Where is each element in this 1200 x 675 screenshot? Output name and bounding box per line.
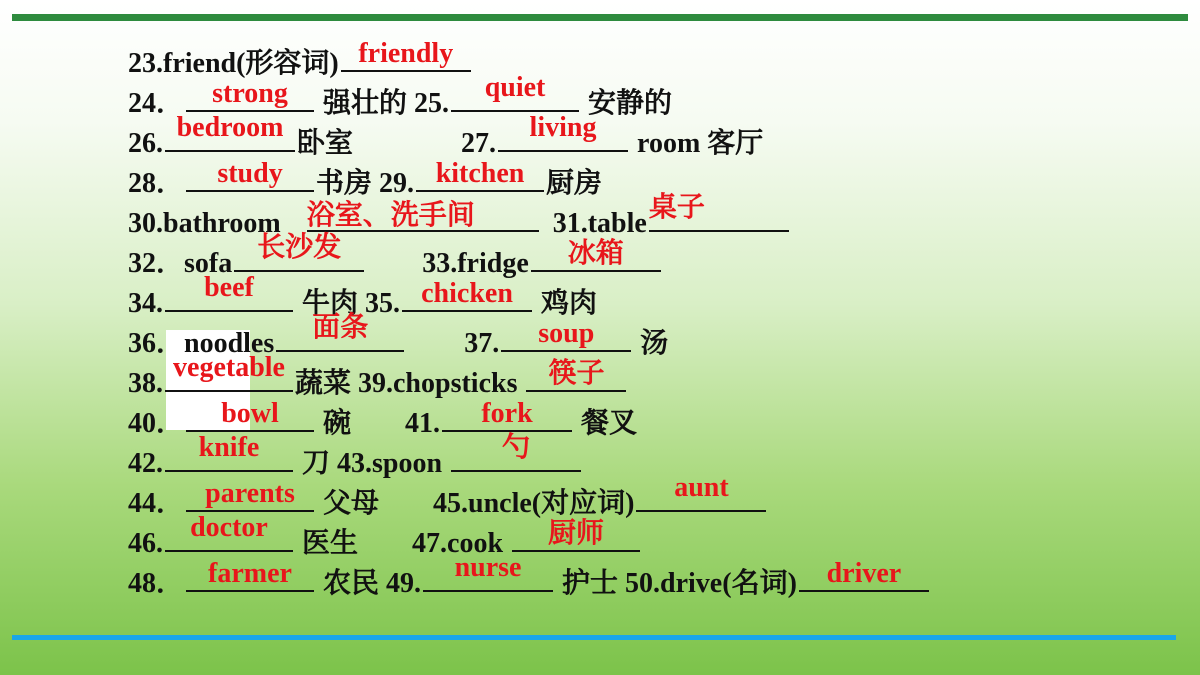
answer-text: doctor	[190, 512, 268, 543]
prompt-text: 47.cook	[412, 528, 504, 559]
answer-blank	[165, 272, 293, 312]
answer-text: nurse	[454, 552, 522, 583]
prompt-text: 42.	[128, 448, 163, 479]
answer-text: fork	[481, 398, 533, 429]
answer-blank	[165, 512, 293, 552]
prompt-text: 卧室	[297, 128, 354, 159]
answer-blank	[512, 518, 640, 552]
prompt-text: 餐叉	[581, 408, 638, 439]
answer-blank	[402, 278, 532, 312]
answer-blank	[186, 78, 314, 112]
answer-blank	[416, 158, 544, 192]
prompt-text: 书房 29.	[316, 168, 415, 199]
exercise-line-30-31	[128, 192, 791, 241]
answer-text: 浴室、洗手间	[307, 202, 539, 232]
answer-text: quiet	[484, 72, 546, 103]
answer-text: 厨师	[548, 518, 605, 549]
prompt-text: 蔬菜 39.chopsticks	[295, 368, 518, 399]
answer-blank	[799, 558, 929, 592]
answer-blank	[165, 112, 295, 152]
prompt-text: 牛肉 35.	[302, 288, 401, 319]
answer-text: farmer	[208, 558, 292, 589]
answer-blank	[165, 352, 293, 392]
answer-blank	[186, 398, 314, 432]
prompt-text: 汤	[640, 328, 669, 359]
answer-text: 面条	[312, 312, 369, 343]
answer-text: parents	[205, 478, 295, 509]
prompt-text: 48．	[128, 568, 185, 599]
prompt-text: 安静的	[588, 88, 673, 119]
answer-text: study	[217, 158, 283, 189]
answer-text: 筷子	[548, 358, 605, 389]
prompt-text: 农民 49.	[323, 568, 422, 599]
answer-text: 长沙发	[257, 232, 342, 263]
answer-blank	[451, 432, 581, 472]
prompt-text: 碗	[323, 408, 352, 439]
prompt-text: 33.fridge	[422, 248, 529, 279]
answer-text: kitchen	[435, 158, 525, 189]
prompt-text: 46.	[128, 528, 163, 559]
prompt-text: 44．	[128, 488, 185, 519]
answer-text: friendly	[358, 38, 454, 69]
exercise-line-23	[128, 38, 473, 81]
answer-blank	[186, 478, 314, 512]
answer-blank	[234, 232, 364, 272]
prompt-text: 父母	[323, 488, 380, 519]
exercise-line-48-50	[128, 552, 931, 601]
answer-blank	[636, 472, 766, 512]
prompt-text: 38.	[128, 368, 163, 399]
exercise-line-26-27	[128, 112, 764, 161]
bottom-decorative-bar	[12, 635, 1176, 640]
top-decorative-bar	[12, 14, 1188, 21]
answer-text: aunt	[674, 472, 729, 503]
prompt-text: 护士 50.drive(名词)	[562, 568, 797, 599]
prompt-text: 医生	[302, 528, 359, 559]
answer-blank	[186, 158, 314, 192]
answer-blank	[526, 358, 626, 392]
answer-blank	[423, 552, 553, 592]
prompt-text: 34.	[128, 288, 163, 319]
answer-text: knife	[198, 432, 260, 463]
prompt-text: 45.uncle(对应词)	[433, 488, 635, 519]
answer-text: bedroom	[176, 112, 284, 143]
exercise-line-46-47	[128, 512, 642, 561]
prompt-text: 36．noodles	[128, 328, 275, 359]
prompt-text: room 客厅	[637, 128, 764, 159]
prompt-text: 24．	[128, 88, 185, 119]
answer-blank	[531, 238, 661, 272]
answer-text: bowl	[221, 398, 279, 429]
prompt-text: 37.	[464, 328, 500, 359]
answer-blank	[442, 398, 572, 432]
prompt-text: 26.	[128, 128, 163, 159]
answer-blank	[186, 558, 314, 592]
answer-blank	[648, 192, 789, 232]
exercise-line-28-29	[128, 158, 603, 201]
answer-blank	[341, 38, 471, 72]
prompt-text: 23.friend(形容词)	[128, 48, 339, 79]
prompt-text: 27.	[461, 128, 497, 159]
prompt-text: 41.	[405, 408, 441, 439]
prompt-text: 28．	[128, 168, 185, 199]
answer-text: strong	[212, 78, 288, 109]
exercise-line-42-43	[128, 432, 583, 481]
answer-text: living	[529, 112, 597, 143]
answer-text: vegetable	[173, 352, 285, 383]
answer-blank	[451, 72, 579, 112]
answer-blank	[306, 200, 533, 232]
prompt-text: 刀 43.spoon	[302, 448, 443, 479]
prompt-text: 鸡肉	[541, 288, 598, 319]
answer-text: 冰箱	[567, 238, 624, 269]
answer-blank	[501, 318, 631, 352]
answer-blank	[276, 312, 404, 352]
prompt-text: 40．	[128, 408, 185, 439]
answer-text: chicken	[421, 278, 513, 309]
prompt-text: 强壮的 25.	[323, 88, 450, 119]
prompt-text: 31.table	[552, 208, 647, 239]
exercise-line-38-39	[128, 352, 628, 401]
prompt-text: 30.bathroom	[128, 208, 281, 239]
answer-blank	[165, 432, 293, 472]
answer-text: 桌子	[648, 192, 705, 223]
prompt-text: 32．sofa	[128, 248, 233, 279]
answer-blank	[498, 112, 628, 152]
answer-text: soup	[538, 318, 595, 349]
answer-text: 勺	[502, 432, 531, 463]
answer-text: beef	[204, 272, 254, 303]
prompt-text: 厨房	[546, 168, 603, 199]
answer-text: driver	[826, 558, 902, 589]
